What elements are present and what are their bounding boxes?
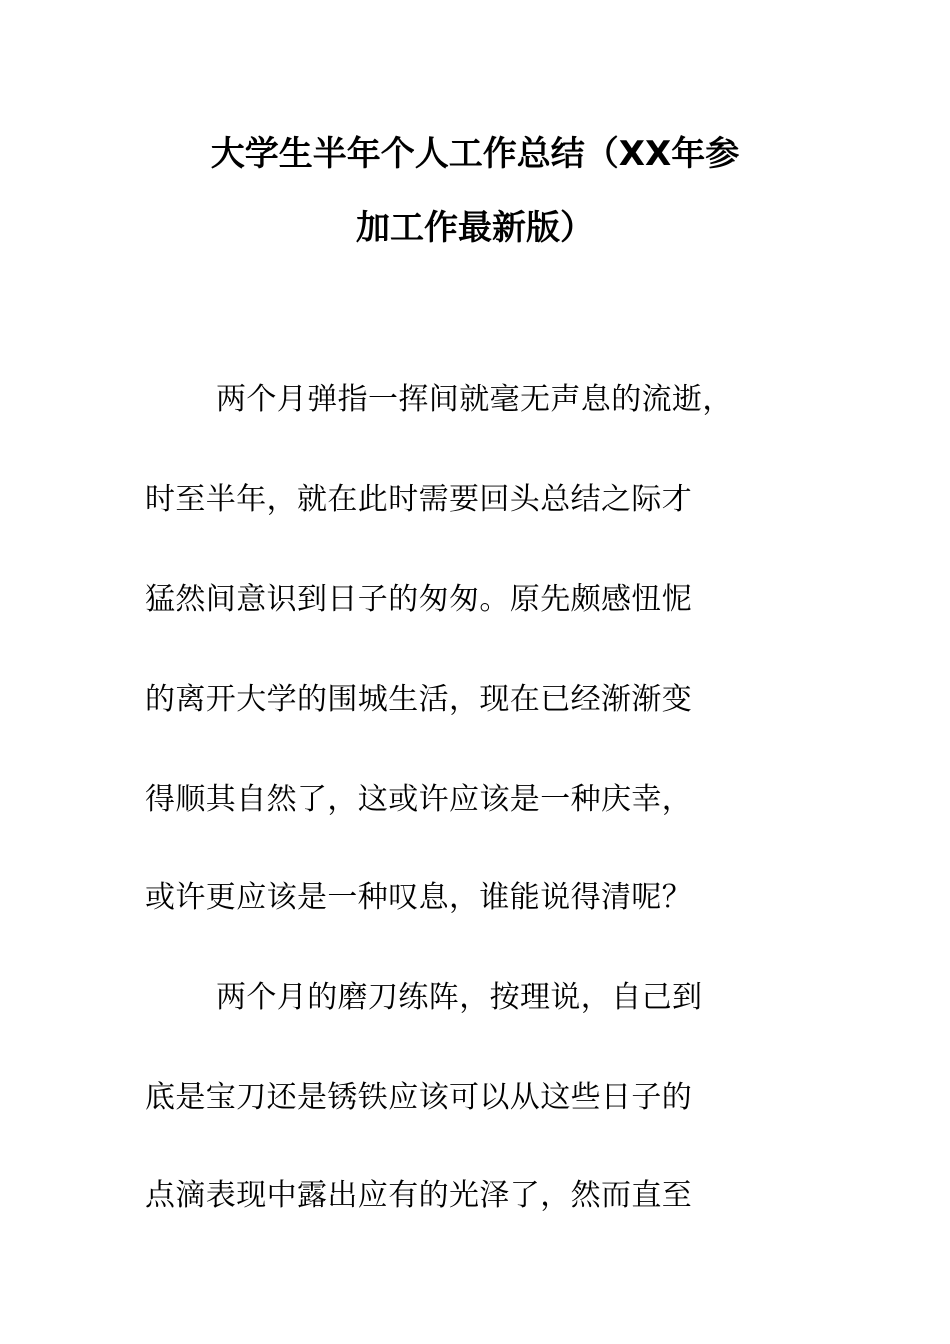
paragraph-1-line-6: 或许更应该是一种叹息，谁能说得清呢？ [145,880,693,915]
paragraph-2-line-3: 点滴表现中露出应有的光泽了，然而直至 [145,1178,693,1213]
document-title-line-2: 加工作最新版） [356,208,594,248]
paragraph-1-line-2: 时至半年，就在此时需要回头总结之际才 [145,482,693,517]
paragraph-1-line-5: 得顺其自然了，这或许应该是一种庆幸， [145,782,693,817]
paragraph-1-line-1: 两个月弹指一挥间就毫无声息的流逝， [216,382,733,417]
paragraph-1-line-3: 猛然间意识到日子的匆匆。原先颇感忸怩 [145,582,693,617]
paragraph-1-line-4: 的离开大学的围城生活，现在已经渐渐变 [145,682,693,717]
paragraph-2-line-2: 底是宝刀还是锈铁应该可以从这些日子的 [145,1080,693,1115]
paragraph-2-line-1: 两个月的磨刀练阵，按理说，自己到 [216,980,703,1015]
document-title-line-1: 大学生半年个人工作总结（XX年参 [210,134,740,174]
